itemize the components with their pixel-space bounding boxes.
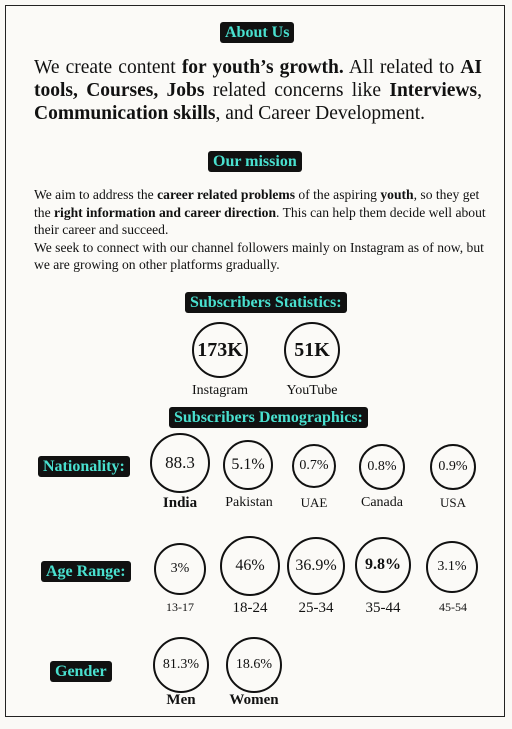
intro-text-3: related concerns like [204, 80, 390, 101]
mission-bold-1: career related problems [157, 187, 296, 202]
mission-text-e: . This can help them decide well about their career and succeed. [34, 204, 486, 237]
mission-text-2: We seek to connect with our channel followers mainly on Instagram as of now, but we are growing on other platforms gradually. [34, 239, 484, 272]
age-45-54-circle: 3.1% [426, 541, 478, 593]
mission-text-c: of the aspiring [295, 187, 381, 202]
nationality-uae-label: UAE [300, 495, 328, 510]
intro-bold-4: Communication skills [34, 103, 216, 124]
mission-bold-3: right information and career direction [54, 204, 277, 220]
intro-bold-2: AI tools, Courses, Jobs [34, 57, 482, 101]
nationality-label: Nationality: [38, 456, 130, 477]
nationality-usa-circle: 0.9% [430, 444, 476, 490]
nationality-pakistan-label: Pakistan [225, 495, 273, 510]
nationality-pakistan-circle: 5.1% [223, 440, 273, 490]
age-18-24-label: 18-24 [232, 600, 268, 616]
mission-paragraph [34, 186, 492, 274]
age-45-54-label: 45-54 [439, 600, 467, 614]
intro-text-4: , [477, 80, 482, 101]
intro-text-1: We create content [34, 57, 182, 78]
instagram-subscribers-circle: 173K [192, 322, 248, 378]
age-13-17-circle: 3% [154, 543, 206, 595]
intro-bold-1: for youth’s growth. [181, 57, 344, 78]
intro-bold-3: Interviews [389, 80, 478, 101]
about-intro-paragraph [34, 56, 482, 125]
age-25-34-circle: 36.9% [287, 537, 345, 595]
age-35-44-circle: 9.8% [355, 537, 411, 593]
youtube-subscribers-circle: 51K [284, 322, 340, 378]
nationality-india-label: India [162, 495, 198, 511]
subscribers-statistics-heading: Subscribers Statistics: [185, 292, 347, 313]
gender-women-label: Women [229, 692, 279, 708]
nationality-canada-label: Canada [361, 495, 403, 510]
instagram-label: Instagram [192, 383, 248, 398]
our-mission-heading: Our mission [208, 151, 302, 172]
gender-men-circle: 81.3% [153, 637, 209, 693]
infographic-page [5, 5, 505, 717]
gender-men-label: Men [166, 692, 196, 708]
nationality-canada-circle: 0.8% [359, 444, 405, 490]
mission-bold-2: youth [380, 187, 414, 202]
gender-label: Gender [50, 661, 112, 682]
mission-text-d: , so they get the [34, 187, 480, 220]
age-13-17-label: 13-17 [166, 600, 194, 614]
intro-text-2: All related to [343, 57, 461, 78]
mission-text-a: We aim to address the [34, 187, 158, 202]
age-range-label: Age Range: [41, 561, 131, 582]
nationality-india-circle: 88.3 [150, 433, 210, 493]
gender-women-circle: 18.6% [226, 637, 282, 693]
intro-text-5: , and Career Development. [215, 103, 426, 124]
about-us-heading: About Us [220, 22, 294, 43]
age-35-44-label: 35-44 [365, 600, 401, 616]
age-18-24-circle: 46% [220, 536, 280, 596]
nationality-usa-label: USA [439, 495, 466, 510]
nationality-uae-circle: 0.7% [292, 444, 336, 488]
youtube-label: YouTube [286, 383, 338, 398]
age-25-34-label: 25-34 [298, 600, 334, 616]
subscribers-demographics-heading: Subscribers Demographics: [169, 407, 368, 428]
